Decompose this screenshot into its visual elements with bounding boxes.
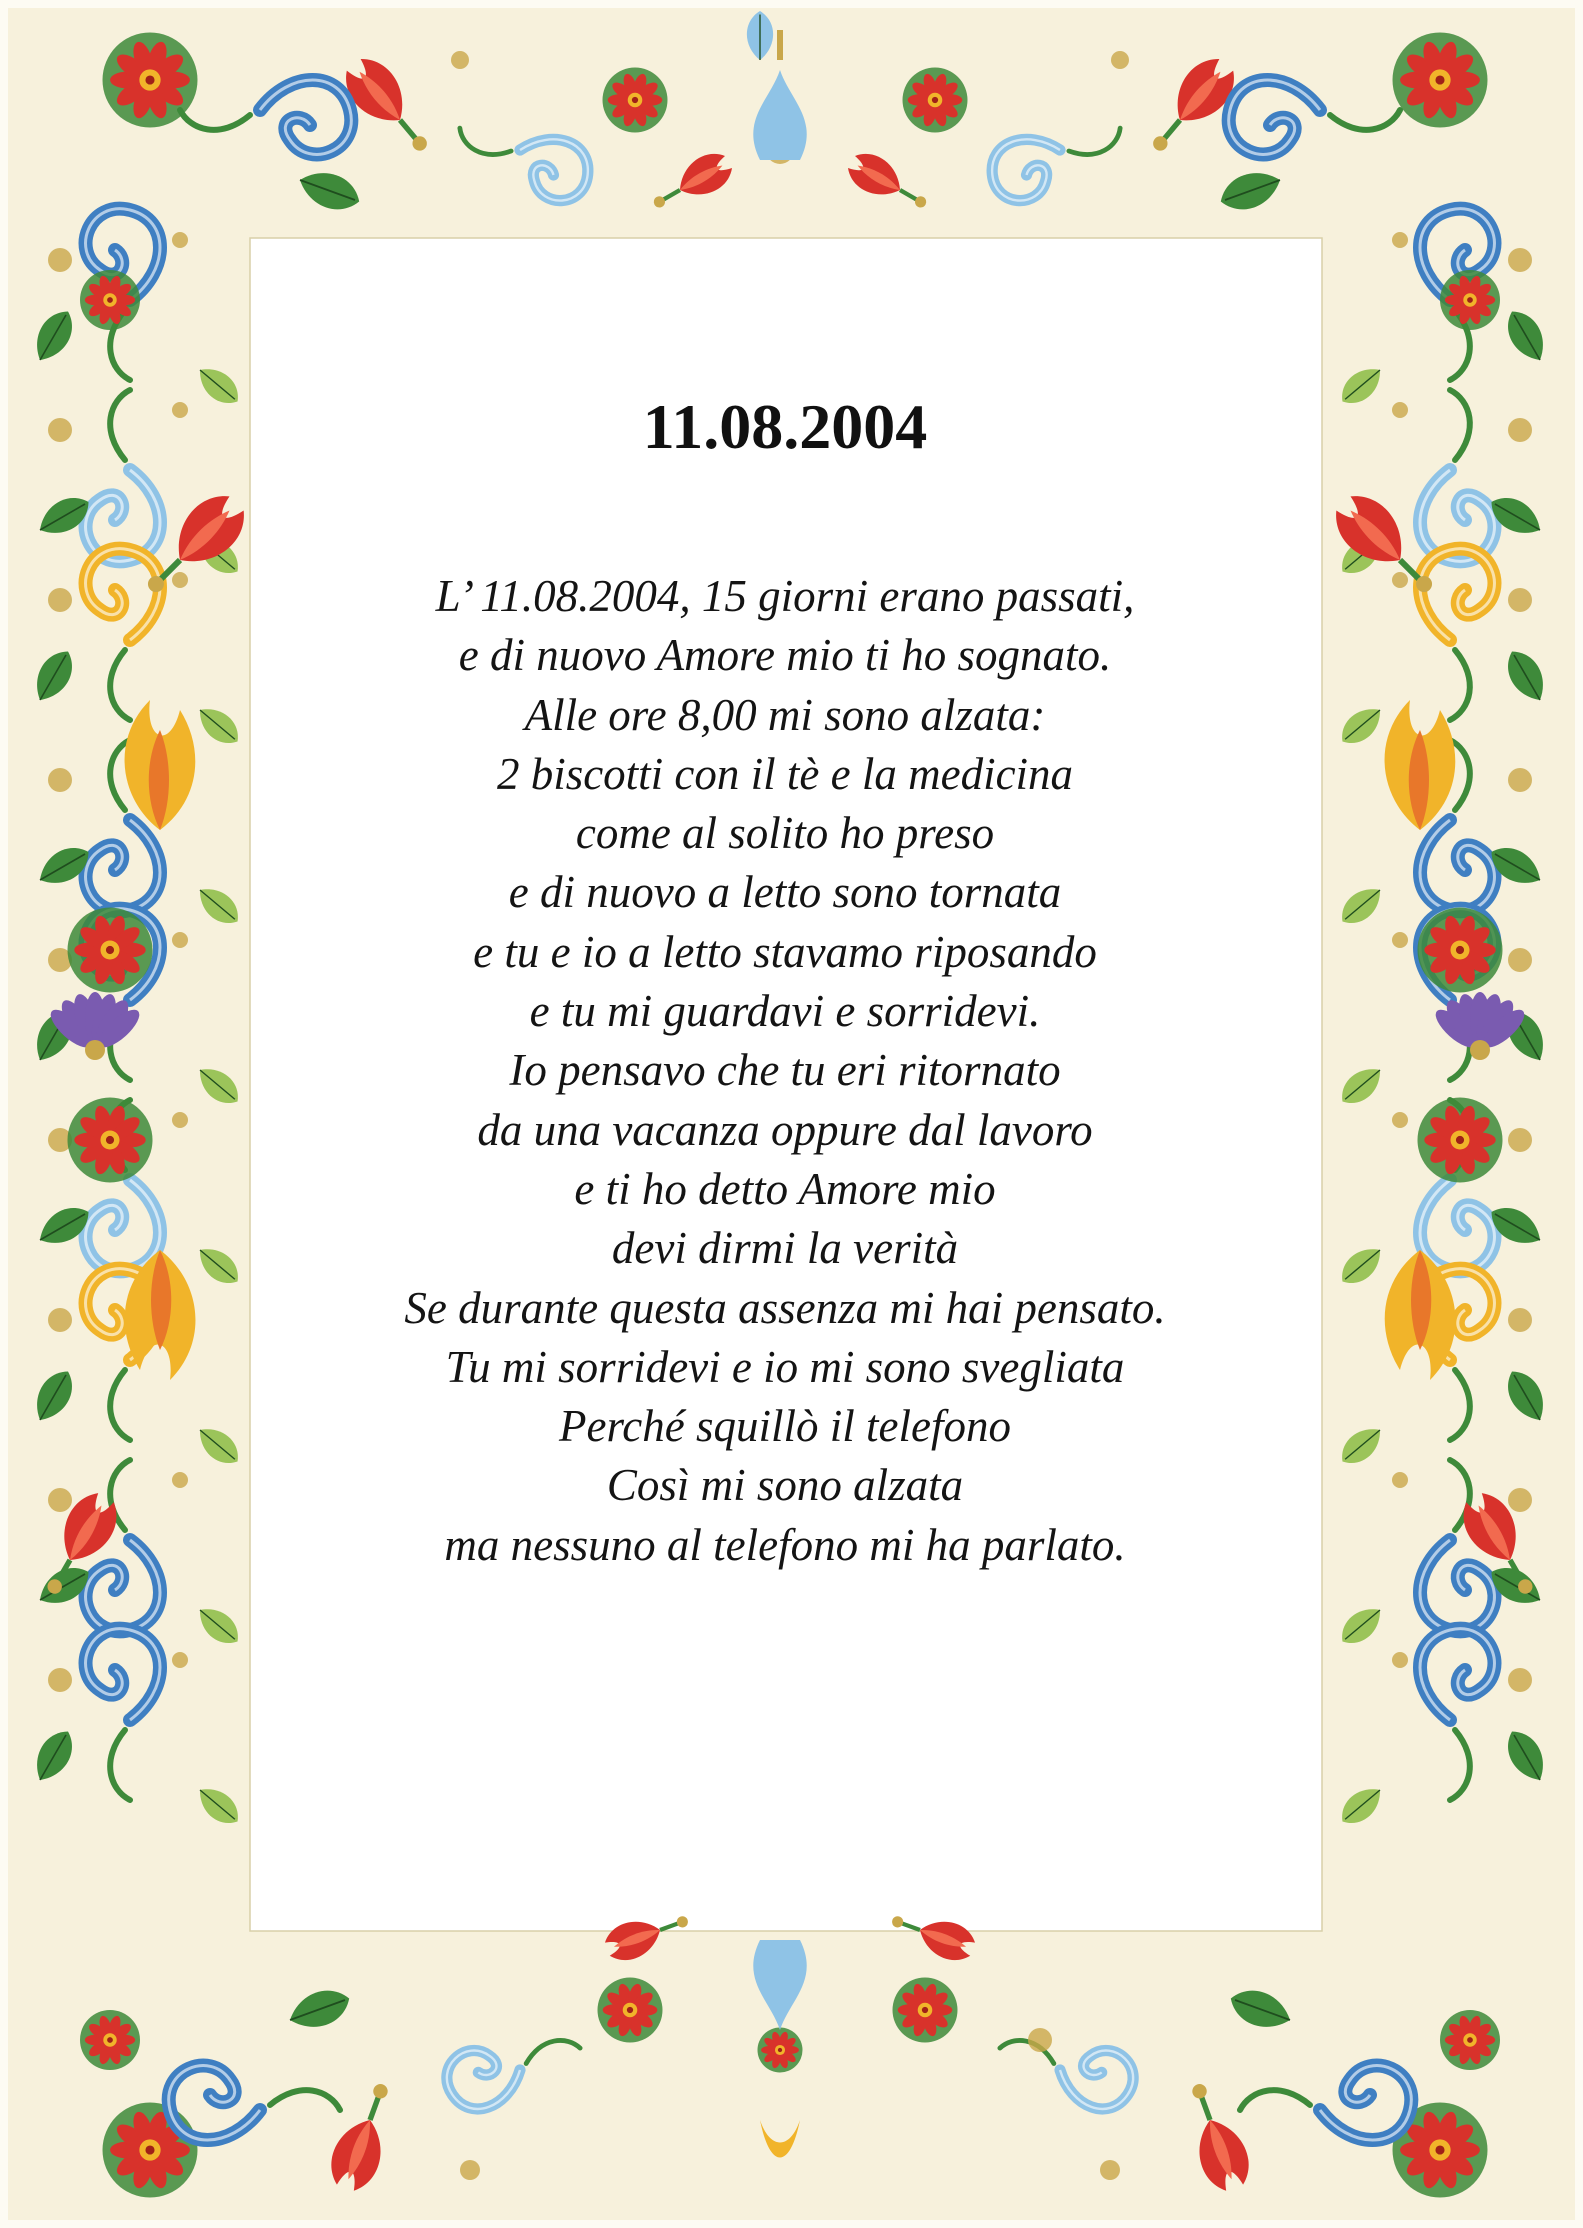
gold-dot: [1508, 248, 1532, 272]
gold-dot: [1392, 232, 1408, 248]
gold-dot: [1508, 588, 1532, 612]
gold-dot: [1392, 1652, 1408, 1668]
rosette-icon: [1418, 1098, 1503, 1183]
gold-dot: [172, 932, 188, 948]
rosette-icon: [603, 68, 668, 133]
gold-dot: [460, 2160, 480, 2180]
page-title: 11.08.2004: [642, 391, 928, 462]
poem-body: [250, 567, 1320, 1575]
poem-line: da una vacanza oppure dal lavoro: [477, 1104, 1093, 1155]
gold-dot: [1508, 1488, 1532, 1512]
gold-dot: [48, 248, 72, 272]
gold-dot: [1508, 948, 1532, 972]
gold-dot: [1508, 1668, 1532, 1692]
gold-dot: [1028, 2028, 1052, 2052]
rosette-icon: [1440, 270, 1500, 330]
poem-line: Tu mi sorridevi e io mi sono svegliata: [445, 1341, 1125, 1392]
gold-dot: [172, 1652, 188, 1668]
poem-line: e di nuovo Amore mio ti ho sognato.: [458, 630, 1112, 681]
poem-line: e tu e io a letto stavamo riposando: [473, 926, 1097, 977]
gold-dot: [172, 1112, 188, 1128]
gold-dot: [1508, 768, 1532, 792]
rosette-icon: [1440, 2010, 1500, 2070]
gold-dot: [1508, 1128, 1532, 1152]
poem-line: Così mi sono alzata: [606, 1460, 964, 1511]
rosette-icon: [598, 1978, 663, 2043]
gold-dot: [48, 1308, 72, 1332]
poem-line: devi dirmi la verità: [611, 1223, 959, 1274]
poem-line: Alle ore 8,00 mi sono alzata:: [524, 689, 1046, 740]
poem-line: ma nessuno al telefono mi ha parlato.: [444, 1519, 1126, 1570]
gold-dot: [1392, 932, 1408, 948]
rosette-icon: [103, 2103, 198, 2198]
gold-dot: [172, 1472, 188, 1488]
gold-dot: [1111, 51, 1129, 69]
gold-dot: [1392, 1472, 1408, 1488]
gold-dot: [172, 232, 188, 248]
rosette-icon: [80, 2010, 140, 2070]
rosette-icon: [1393, 33, 1488, 128]
gold-dot: [1100, 2160, 1120, 2180]
gold-dot: [48, 1488, 72, 1512]
gold-dot: [1508, 1308, 1532, 1332]
gold-dot: [1392, 402, 1408, 418]
poem-line: e ti ho detto Amore mio: [574, 1163, 996, 1214]
poem-line: Se durante questa assenza mi hai pensato.: [404, 1282, 1166, 1333]
gold-dot: [48, 418, 72, 442]
gold-dot: [48, 588, 72, 612]
poem-line: e tu mi guardavi e sorridevi.: [529, 986, 1041, 1037]
gold-dot: [48, 768, 72, 792]
rosette-icon: [903, 68, 968, 133]
poem-line: come al solito ho preso: [575, 808, 995, 859]
poem-line: e di nuovo a letto sono tornata: [508, 867, 1062, 918]
poem-panel: [250, 240, 1320, 1930]
gold-dot: [1508, 418, 1532, 442]
gold-dot: [1392, 572, 1408, 588]
poem-line: Io pensavo che tu eri ritornato: [509, 1045, 1061, 1096]
rosette-icon: [893, 1978, 958, 2043]
rosette-icon: [68, 908, 153, 993]
poem-line: 2 biscotti con il tè e la medicina: [496, 748, 1074, 799]
rosette-icon: [80, 270, 140, 330]
poem-line: L’ 11.08.2004, 15 giorni erano passati,: [435, 571, 1135, 621]
gold-dot: [172, 402, 188, 418]
rosette-icon: [758, 2028, 803, 2073]
gold-dot: [451, 51, 469, 69]
gold-dot: [172, 572, 188, 588]
rosette-icon: [1418, 908, 1503, 993]
rosette-icon: [68, 1098, 153, 1183]
gold-dot: [48, 1668, 72, 1692]
gold-dot: [1392, 1112, 1408, 1128]
poem-line: Perché squillò il telefono: [559, 1401, 1011, 1452]
